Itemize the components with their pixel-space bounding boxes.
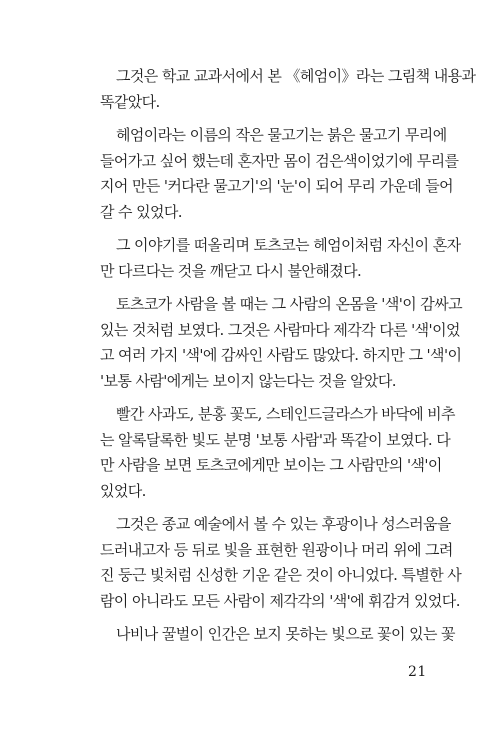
text-line: 있는 것처럼 보였다. 그것은 사람마다 제각각 다른 '색'이었	[100, 320, 460, 339]
text-line: 토츠코가 사람을 볼 때는 그 사람의 온몸을 '색'이 감싸고	[116, 295, 462, 313]
text-line: 는 알록달록한 빛도 분명 '보통 사람'과 똑같이 보였다. 다	[100, 430, 451, 449]
paragraph	[100, 512, 462, 614]
text-line: 들어가고 싶어 했는데 혼자만 몸이 검은색이었기에 무리를	[100, 151, 459, 170]
text-line: '보통 사람'에게는 보이지 않는다는 것을 알았다.	[100, 371, 396, 390]
text-line: 그 이야기를 떠올리며 토츠코는 헤엄이처럼 자신이 혼자	[116, 236, 461, 254]
text-line: 헤엄이라는 이름의 작은 물고기는 붉은 물고기 무리에	[116, 126, 447, 144]
paragraph	[100, 622, 455, 648]
text-line: 빨간 사과도, 분홍 꽃도, 스테인드글라스가 바닥에 비추	[116, 405, 455, 423]
text-line: 고 여러 가지 '색'에 감싸인 사람도 많았다. 하지만 그 '색'이	[100, 346, 462, 364]
paragraph	[100, 292, 462, 394]
body-text	[100, 64, 476, 656]
paragraph	[100, 402, 455, 504]
text-line: 그것은 학교 교과서에서 본 《헤엄이》라는 그림책 내용과	[116, 67, 476, 85]
text-line: 그것은 종교 예술에서 볼 수 있는 후광이나 성스러움을	[116, 515, 451, 533]
text-line: 만 다르다는 것을 깨닫고 다시 불안해졌다.	[100, 261, 362, 280]
text-line: 지어 만든 '커다란 물고기'의 '눈'이 되어 무리 가운데 들어	[100, 177, 454, 195]
text-line: 진 둥근 빛처럼 신성한 기운 같은 것이 아니었다. 특별한 사	[100, 566, 462, 584]
text-line: 갈 수 있었다.	[100, 202, 182, 221]
paragraph	[100, 233, 461, 284]
text-line: 만 사람을 보면 토츠코에게만 보이는 그 사람만의 '색'이	[100, 456, 442, 474]
paragraph	[100, 123, 459, 225]
text-line: 똑같았다.	[100, 92, 160, 111]
page-number: 21	[408, 664, 427, 680]
paragraph	[100, 64, 476, 115]
text-line: 드러내고자 등 뒤로 빛을 표현한 원광이나 머리 위에 그려	[100, 540, 453, 559]
text-line: 있었다.	[100, 481, 146, 500]
text-line: 람이 아니라도 모든 사람이 제각각의 '색'에 휘감겨 있었다.	[100, 591, 460, 610]
text-line: 나비나 꿀벌이 인간은 보지 못하는 빛으로 꽃이 있는 꽃	[116, 625, 455, 643]
